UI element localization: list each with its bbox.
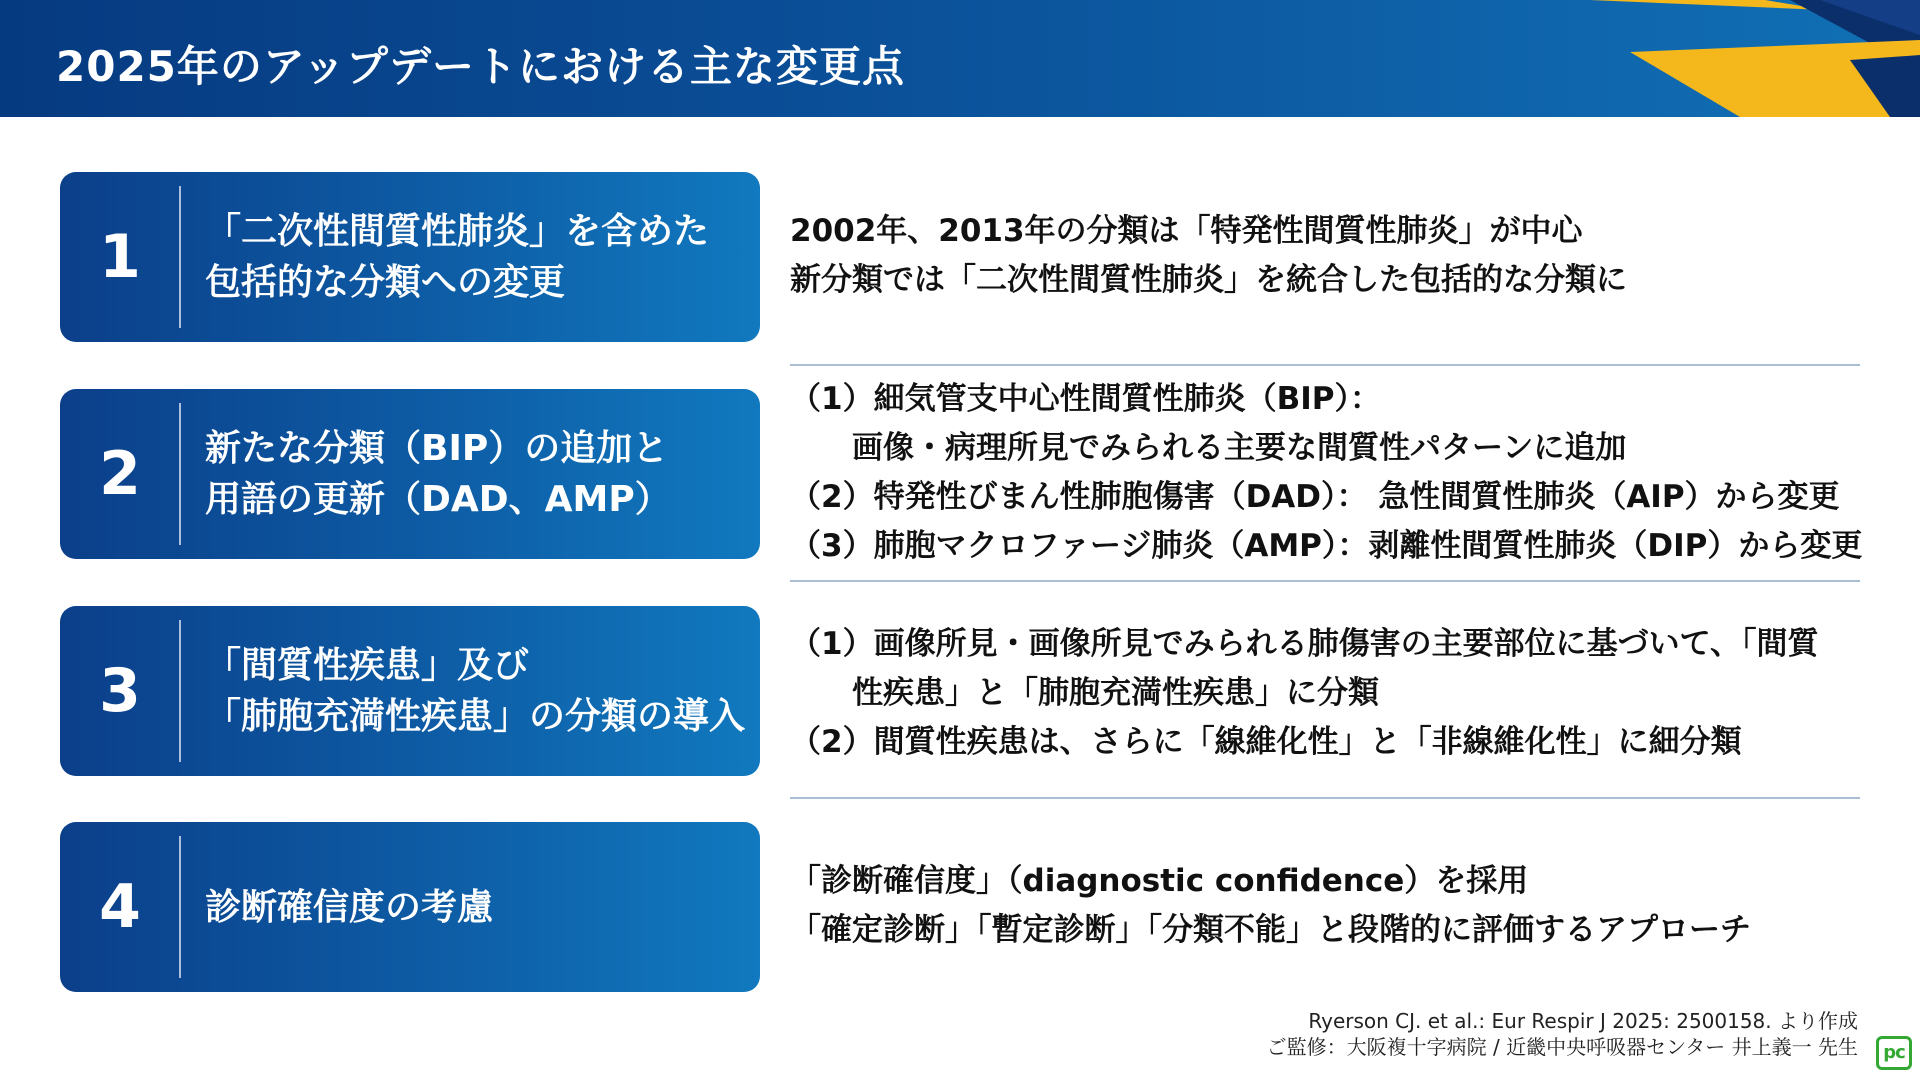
card-number: 2 bbox=[99, 439, 141, 509]
description-line: 2002年、2013年の分類は「特発性間質性肺炎」が中心 bbox=[790, 213, 1583, 249]
supervisor-text: ご監修：大阪複十字病院 / 近畿中央呼吸器センター 井上義一 先生 bbox=[1266, 1035, 1858, 1059]
card-title bbox=[205, 606, 750, 776]
description-line: （3）肺胞マクロファージ肺炎（AMP）：剥離性間質性肺炎（DIP）から変更 bbox=[790, 528, 1863, 564]
description-line: 「確定診断」「暫定診断」「分類不能」と段階的に評価するアプローチ bbox=[790, 912, 1751, 948]
description-2 bbox=[790, 375, 1863, 571]
card-title bbox=[205, 822, 750, 992]
card-divider bbox=[179, 186, 181, 328]
change-card-1 bbox=[60, 172, 760, 342]
description-3 bbox=[790, 620, 1860, 767]
description-line: （2）特発性びまん性肺胞傷害（DAD）： 急性間質性肺炎（AIP）から変更 bbox=[790, 479, 1840, 515]
change-card-2 bbox=[60, 389, 760, 559]
description-line: （1）画像所見・画像所見でみられる肺傷害の主要部位に基づいて、「間質 bbox=[790, 626, 1819, 662]
card-title bbox=[205, 172, 750, 342]
card-title-line: 「二次性間質性肺炎」を含めた bbox=[205, 211, 710, 252]
section-divider bbox=[790, 364, 1860, 366]
card-number: 3 bbox=[99, 656, 141, 726]
card-title-line: 「間質性疾患」及び bbox=[205, 645, 530, 686]
citation-text: Ryerson CJ. et al.: Eur Respir J 2025: 2500158. より作成 bbox=[1308, 1009, 1858, 1033]
card-divider bbox=[179, 836, 181, 978]
card-title bbox=[205, 389, 750, 559]
section-divider bbox=[790, 580, 1860, 582]
change-card-3 bbox=[60, 606, 760, 776]
card-number: 4 bbox=[99, 872, 141, 942]
section-divider bbox=[790, 797, 1860, 799]
brand-logo: pc bbox=[1876, 1036, 1912, 1070]
card-title-line: 診断確信度の考慮 bbox=[205, 886, 494, 928]
card-title-line: 包括的な分類への変更 bbox=[205, 262, 566, 303]
description-4 bbox=[790, 857, 1860, 955]
footer-credits bbox=[1267, 1008, 1858, 1060]
description-line: 性疾患」と「肺胞充満性疾患」に分類 bbox=[852, 675, 1379, 711]
card-title-line: 「肺胞充満性疾患」の分類の導入 bbox=[205, 696, 746, 737]
card-number: 1 bbox=[99, 222, 141, 292]
header-bar bbox=[0, 0, 1920, 117]
card-divider bbox=[179, 403, 181, 545]
card-divider bbox=[179, 620, 181, 762]
card-title-line: 新たな分類（BIP）の追加と bbox=[205, 428, 669, 469]
description-line: 新分類では「二次性間質性肺炎」を統合した包括的な分類に bbox=[790, 262, 1627, 298]
description-line: 「診断確信度」（diagnostic confidence）を採用 bbox=[790, 863, 1529, 899]
card-title-line: 用語の更新（DAD、AMP） bbox=[205, 479, 671, 520]
description-line: （1）細気管支中心性間質性肺炎（BIP）： bbox=[790, 381, 1381, 417]
description-line: （2）間質性疾患は、さらに「線維化性」と「非線維化性」に細分類 bbox=[790, 724, 1742, 760]
description-line: 画像・病理所見でみられる主要な間質性パターンに追加 bbox=[852, 430, 1627, 466]
description-1 bbox=[790, 207, 1860, 305]
change-card-4 bbox=[60, 822, 760, 992]
decorative-rays-icon bbox=[1590, 0, 1920, 117]
page-title: 2025年のアップデートにおける主な変更点 bbox=[56, 42, 905, 91]
